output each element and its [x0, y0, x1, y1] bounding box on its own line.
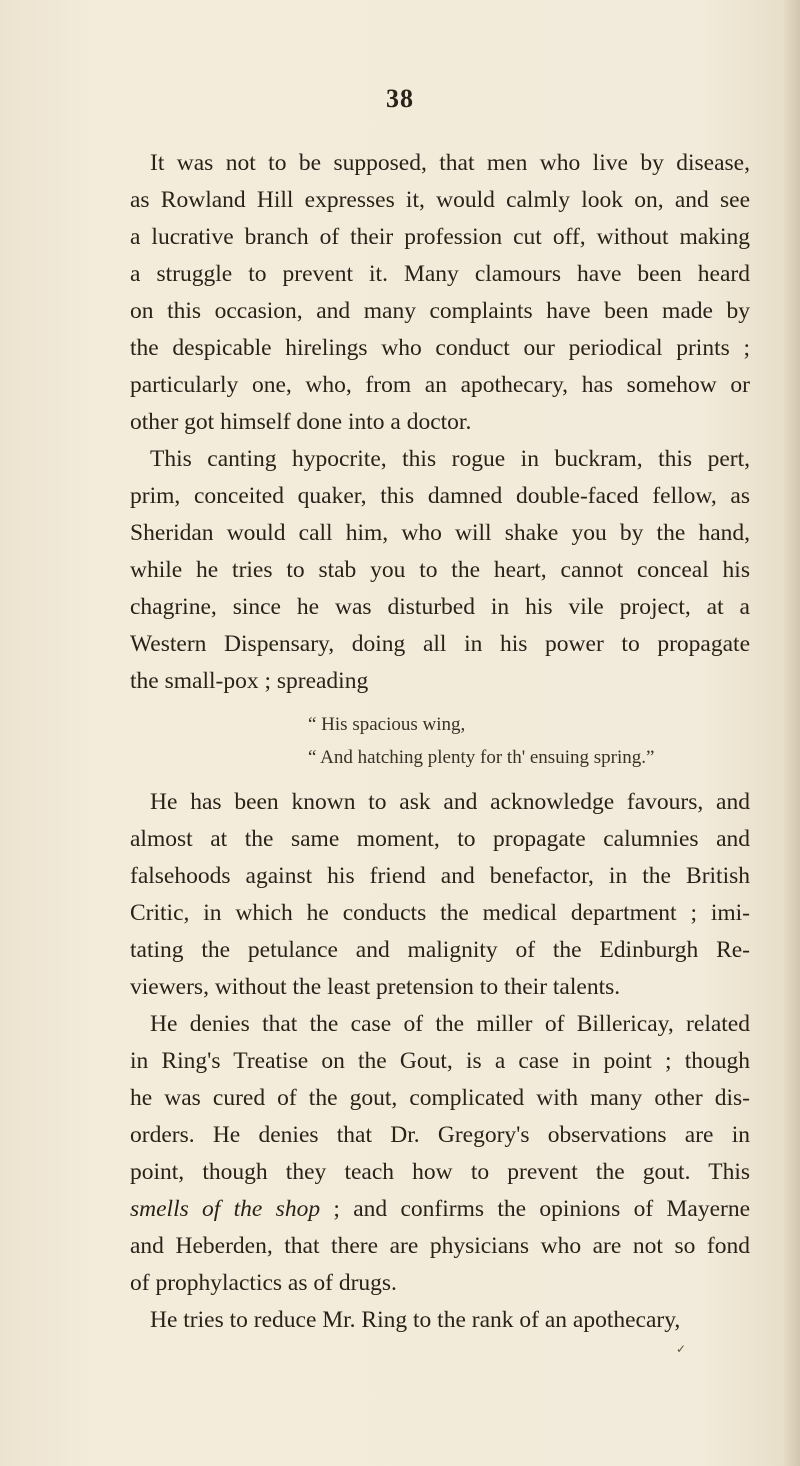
text-line: as Rowland Hill expresses it, would calmly look on, and see	[130, 187, 750, 213]
text-line: and Heberden, that there are physicians who are not so fond	[130, 1233, 750, 1259]
text-line: particularly one, who, from an apothecary, has somehow or	[130, 372, 750, 398]
text-line: a struggle to prevent it. Many clamours have been heard	[130, 261, 750, 287]
text-line: on this occasion, and many complaints have been made by	[130, 298, 750, 324]
text-line: Critic, in which he conducts the medical department ; imi-	[130, 900, 750, 926]
catchword-mark: ✓	[676, 1342, 687, 1356]
text-line: almost at the same moment, to propagate calumnies and	[130, 826, 750, 852]
quote-line: “ And hatching plenty for th' ensuing spring.”	[308, 747, 655, 768]
text-line: of prophylactics as of drugs.	[130, 1270, 397, 1296]
text-line: prim, conceited quaker, this damned double-faced fellow, as	[130, 483, 750, 509]
text-line: a lucrative branch of their profession cut off, without making	[130, 224, 750, 250]
text-line: the small-pox ; spreading	[130, 668, 369, 694]
text-line: He denies that the case of the miller of Billericay, related	[150, 1011, 750, 1037]
text-line: falsehoods against his friend and benefactor, in the British	[130, 863, 750, 889]
body-text	[130, 145, 750, 1339]
text-line: It was not to be supposed, that men who live by disease,	[150, 150, 750, 176]
text-line: This canting hypocrite, this rogue in buckram, this pert,	[150, 446, 750, 472]
text-line: chagrine, since he was disturbed in his vile project, at a	[130, 594, 750, 620]
text-line: tating the petulance and malignity of the Edinburgh Re-	[130, 937, 750, 963]
text-line: orders. He denies that Dr. Gregory's observations are in	[130, 1122, 750, 1148]
text-line: point, though they teach how to prevent the gout. This	[130, 1159, 750, 1185]
text-line: he was cured of the gout, complicated with many other dis-	[130, 1085, 750, 1111]
text-line: viewers, without the least pretension to their talents.	[130, 974, 621, 1000]
text-line: other got himself done into a doctor.	[130, 409, 472, 435]
italic-phrase: smells of the shop	[130, 1196, 321, 1222]
text-line: He has been known to ask and acknowledge favours, and	[150, 789, 750, 815]
text-line: smells of the shop ; and confirms the opinions of Mayerne	[130, 1196, 751, 1222]
text-line: the despicable hirelings who conduct our periodical prints ;	[130, 335, 750, 361]
text-line: while he tries to stab you to the heart, cannot conceal his	[130, 557, 750, 583]
page-edge-shadow	[782, 0, 800, 1466]
text-line: Sheridan would call him, who will shake you by the hand,	[130, 520, 750, 546]
text-line: Western Dispensary, doing all in his power to propagate	[130, 631, 750, 657]
text-line: He tries to reduce Mr. Ring to the rank of an apothecary,	[150, 1307, 681, 1333]
quote-line: “ His spacious wing,	[308, 714, 466, 735]
page-number: 38	[386, 84, 414, 113]
text-line: in Ring's Treatise on the Gout, is a case in point ; though	[130, 1048, 750, 1074]
